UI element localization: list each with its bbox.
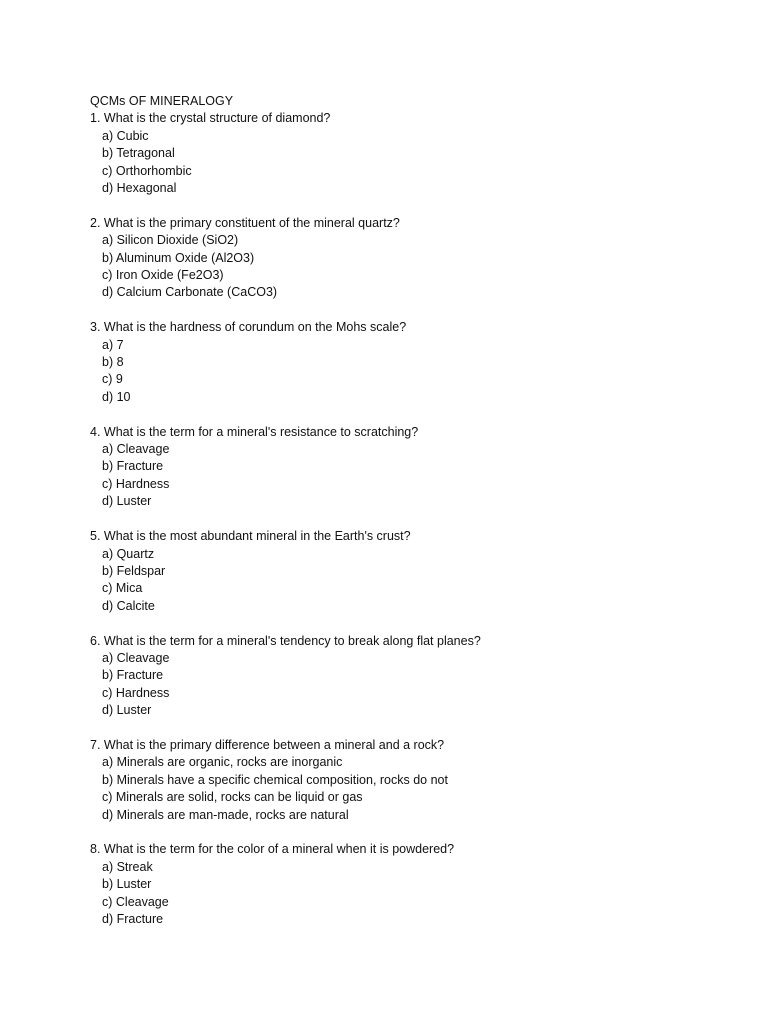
option-list (90, 128, 730, 198)
question-text: 4. What is the term for a mineral's resistance to scratching? (90, 424, 419, 439)
question-1 (90, 110, 730, 197)
question-text: 3. What is the hardness of corundum on the Mohs scale? (90, 320, 407, 335)
option-list (90, 441, 730, 511)
option-d: d) Fracture (102, 911, 164, 926)
option-b: b) Minerals have a specific chemical composition, rocks do not (102, 772, 448, 787)
option-a: a) Streak (102, 859, 153, 874)
option-b: b) Tetragonal (102, 146, 175, 161)
question-6 (90, 633, 730, 720)
question-text: 1. What is the crystal structure of diamond? (90, 111, 331, 126)
option-c: c) Hardness (102, 685, 170, 700)
option-c: c) Orthorhombic (102, 163, 192, 178)
option-b: b) Fracture (102, 459, 164, 474)
option-list (90, 232, 730, 302)
option-c: c) Cleavage (102, 894, 169, 909)
option-b: b) 8 (102, 355, 124, 370)
option-d: d) Minerals are man-made, rocks are natural (102, 807, 349, 822)
option-list (90, 859, 730, 929)
option-a: a) Cleavage (102, 442, 170, 457)
option-c: c) Minerals are solid, rocks can be liquid or gas (102, 790, 363, 805)
option-list (90, 754, 730, 824)
question-text: 5. What is the most abundant mineral in the Earth's crust? (90, 529, 411, 544)
question-text: 7. What is the primary difference between a mineral and a rock? (90, 737, 445, 752)
option-c: c) Iron Oxide (Fe2O3) (102, 268, 224, 283)
question-7 (90, 737, 730, 824)
option-b: b) Luster (102, 877, 152, 892)
document-body (90, 93, 730, 946)
option-d: d) 10 (102, 389, 131, 404)
option-d: d) Calcium Carbonate (CaCO3) (102, 285, 278, 300)
question-8 (90, 841, 730, 928)
option-c: c) Hardness (102, 476, 170, 491)
option-list (90, 650, 730, 720)
option-c: c) Mica (102, 581, 143, 596)
option-c: c) 9 (102, 372, 123, 387)
option-list (90, 337, 730, 407)
document-title: QCMs OF MINERALOGY (90, 94, 234, 108)
question-3 (90, 319, 730, 406)
option-d: d) Luster (102, 703, 152, 718)
option-list (90, 546, 730, 616)
option-b: b) Aluminum Oxide (Al2O3) (102, 250, 255, 265)
question-text: 8. What is the term for the color of a mineral when it is powdered? (90, 842, 455, 857)
option-d: d) Luster (102, 494, 152, 509)
option-a: a) Cubic (102, 128, 149, 143)
option-d: d) Calcite (102, 598, 155, 613)
question-5 (90, 528, 730, 615)
option-a: a) 7 (102, 337, 124, 352)
option-a: a) Minerals are organic, rocks are inorganic (102, 755, 343, 770)
option-b: b) Fracture (102, 668, 164, 683)
question-4 (90, 424, 730, 511)
question-text: 2. What is the primary constituent of the mineral quartz? (90, 215, 400, 230)
option-d: d) Hexagonal (102, 181, 177, 196)
option-a: a) Cleavage (102, 650, 170, 665)
option-a: a) Quartz (102, 546, 155, 561)
option-a: a) Silicon Dioxide (SiO2) (102, 233, 239, 248)
question-2 (90, 215, 730, 302)
question-text: 6. What is the term for a mineral's tendency to break along flat planes? (90, 633, 481, 648)
option-b: b) Feldspar (102, 563, 166, 578)
